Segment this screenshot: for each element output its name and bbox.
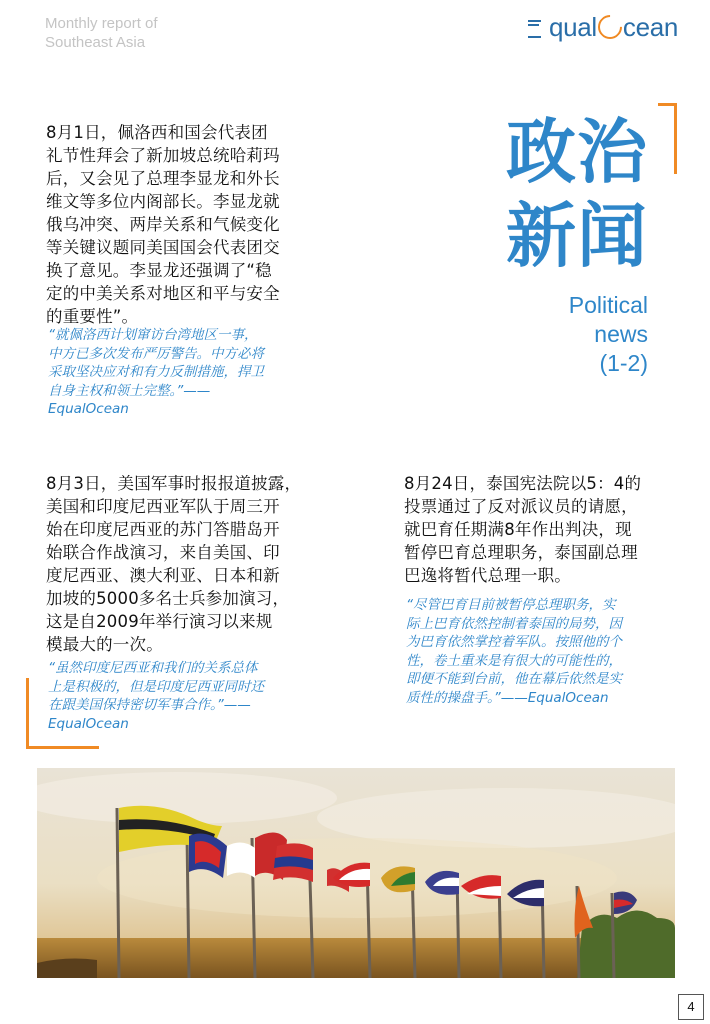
article-line: 后，又会见了总理李显龙和外长 <box>46 169 280 188</box>
article-line: 这是自2009年举行演习以来规 <box>46 612 273 631</box>
section-subtitle-line1: Political <box>568 292 648 318</box>
quote-line: 即便不能到台前，他在幕后依然是实 <box>406 671 622 687</box>
article-3-body <box>404 472 694 587</box>
section-title-line2: 新闻 <box>506 195 648 277</box>
article-line: 8月24日，泰国宪法院以5：4的 <box>404 474 642 493</box>
quote-line: 为巴育依然掌控着军队。按照他的个 <box>406 634 622 650</box>
quote-line: “尽管巴育目前被暂停总理职务，实 <box>406 597 616 613</box>
article-1-body <box>46 121 336 328</box>
article-2-quote <box>48 659 318 733</box>
article-line: 美国和印度尼西亚军队于周三开 <box>46 497 280 516</box>
quote-line: “虽然印度尼西亚和我们的关系总体 <box>48 660 258 676</box>
article-line: 始联合作战演习，来自美国、印 <box>46 543 280 562</box>
article-line: 的重要性”。 <box>46 307 139 326</box>
article-line: 等关键议题同美国国会代表团交 <box>46 238 280 257</box>
section-title-line1: 政治 <box>506 111 648 193</box>
report-header-line2: Southeast Asia <box>45 34 146 51</box>
report-header-line1: Monthly report of <box>45 15 158 32</box>
article-line: 暂停巴育总理职务，泰国副总理 <box>404 543 638 562</box>
article-2-body <box>46 472 346 656</box>
report-header <box>45 14 245 52</box>
section-subtitle-line2: news <box>594 321 648 347</box>
article-line: 定的中美关系对地区和平与安全 <box>46 284 280 303</box>
article-line: 维文等多位内阁部长。李显龙就 <box>46 192 280 211</box>
quote-line: 采取坚决应对和有力反制措施，捍卫 <box>48 364 264 380</box>
equalocean-logo: qual cean <box>528 12 688 48</box>
quote-line: 性，卷土重来是有很大的可能性的， <box>406 652 622 669</box>
section-subtitle-line3: (1-2) <box>599 350 648 376</box>
article-1-quote <box>48 326 318 419</box>
article-line: 就巴育任期满8年作出判决，现 <box>404 520 632 539</box>
article-line: 8月1日，佩洛西和国会代表团 <box>46 123 268 142</box>
article-3-quote <box>406 596 676 707</box>
article-line: 加坡的5000多名士兵参加演习， <box>46 589 290 608</box>
article-line: 礼节性拜会了新加坡总统哈莉玛 <box>46 146 280 165</box>
article-line: 度尼西亚、澳大利亚、日本和新 <box>46 566 280 585</box>
quote-line: EqualOcean <box>48 401 129 417</box>
section-title <box>506 110 666 278</box>
article-line: 模最大的一次。 <box>46 635 163 654</box>
quote-line: EqualOcean <box>48 715 129 732</box>
quote-line: 中方已多次发布严厉警告。中方必将 <box>48 345 264 362</box>
quote-line: “就佩洛西计划窜访台湾地区一事， <box>48 327 258 343</box>
quote-line: 质性的操盘手。”——EqualOcean <box>406 689 609 706</box>
article-line: 投票通过了反对派议员的请愿， <box>404 497 638 516</box>
asean-flags-photo <box>37 768 675 978</box>
quote-line: 际上巴育依然控制着泰国的局势，因 <box>406 615 622 632</box>
article-line: 俄乌冲突、两岸关系和气候变化 <box>46 215 280 234</box>
quote-line: 自身主权和领土完整。”—— <box>48 382 211 399</box>
article-line: 换了意见。李显龙还强调了“稳 <box>46 261 272 280</box>
quote-line: 在跟美国保持密切军事合作。”—— <box>48 697 251 713</box>
quote-line: 上是积极的，但是印度尼西亚同时还 <box>48 678 264 695</box>
article-line: 巴逸将暂代总理一职。 <box>404 566 571 585</box>
section-subtitle-en <box>520 291 648 378</box>
article-line: 始在印度尼西亚的苏门答腊岛开 <box>46 520 280 539</box>
page-number: 4 <box>678 994 704 1020</box>
article-line: 8月3日，美国军事时报报道披露， <box>46 474 302 493</box>
